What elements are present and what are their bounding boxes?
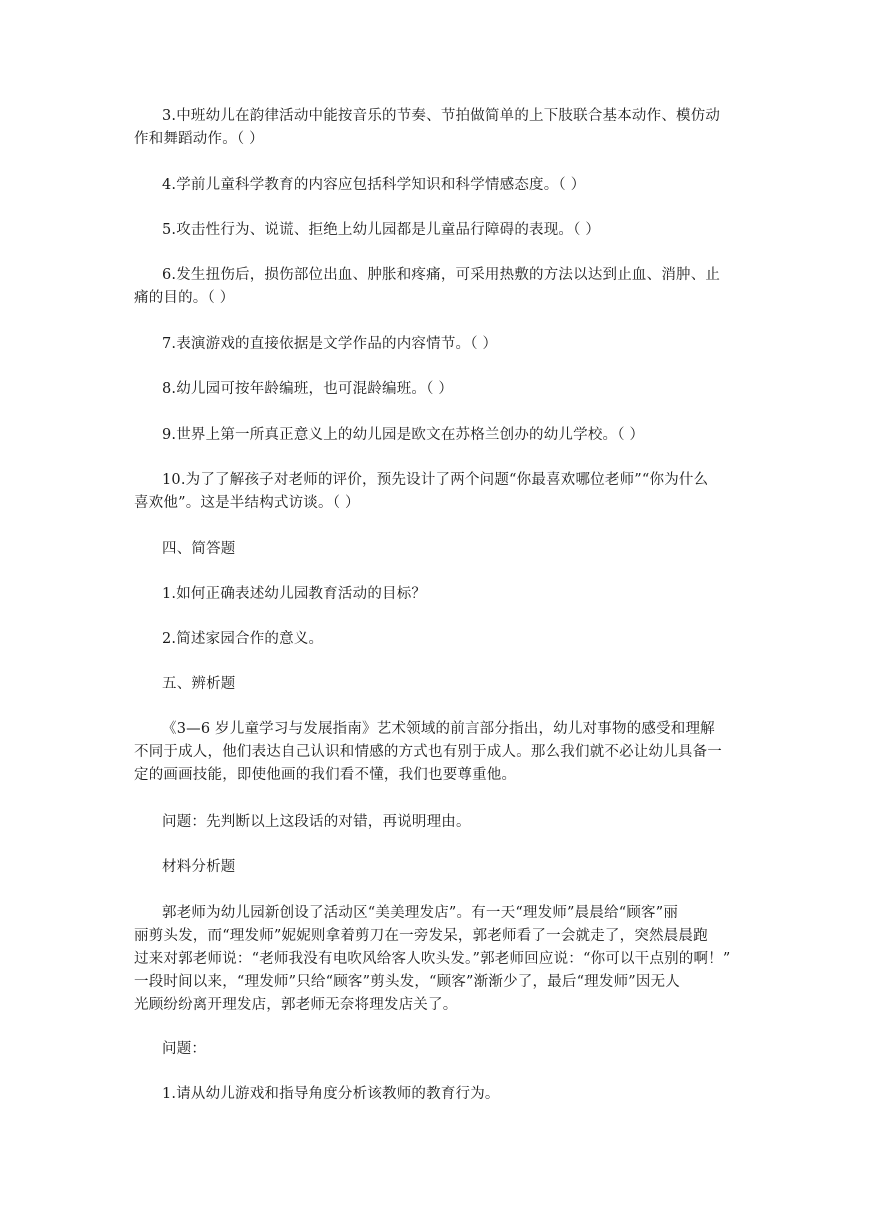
passage-line: 过来对郭老师说：“老师我没有电吹风给客人吹头发。”郭老师回应说：“你可以干点别的啊！”: [134, 951, 731, 967]
item-line: 3.中班幼儿在韵律活动中能按音乐的节奏、节拍做简单的上下肢联合基本动作、模仿动: [162, 108, 721, 124]
passage-line: 丽剪头发，而“理发师”妮妮则拿着剪刀在一旁发呆，郭老师看了一会就走了，突然晨晨跑: [134, 928, 708, 944]
item-line: 痛的目的。（ ）: [134, 290, 235, 306]
judgment-item-8: [134, 378, 740, 401]
judgment-item-4: [134, 174, 740, 197]
item-line: 作和舞蹈动作。（ ）: [134, 131, 264, 147]
material-question-1: 1.请从幼儿游戏和指导角度分析该教师的教育行为。: [162, 1086, 500, 1102]
item-line: 4.学前儿童科学教育的内容应包括科学知识和科学情感态度。（ ）: [162, 177, 586, 193]
item-line: 5.攻击性行为、说谎、拒绝上幼儿园都是儿童品行障碍的表现。（ ）: [162, 222, 601, 238]
section-heading-material-analysis: 材料分析题: [162, 859, 236, 875]
judgment-item-6: [134, 264, 740, 310]
passage-line: 定的画画技能，即使他画的我们看不懂，我们也要尊重他。: [134, 767, 517, 783]
passage-line: 一段时间以来，“理发师”只给“顾客”剪头发，“顾客”渐渐少了，最后“理发师”因无人: [134, 974, 680, 990]
passage-line: 郭老师为幼儿园新创设了活动区“美美理发店”。有一天“理发师”晨晨给“顾客”丽: [162, 905, 679, 921]
passage-line: 光顾纷纷离开理发店，郭老师无奈将理发店关了。: [134, 997, 458, 1013]
item-line: 8.幼儿园可按年龄编班，也可混龄编班。（ ）: [162, 381, 454, 397]
analysis-question: 问题：先判断以上这段话的对错，再说明理由。: [162, 814, 471, 830]
item-line: 9.世界上第一所真正意义上的幼儿园是欧文在苏格兰创办的幼儿学校。（ ）: [162, 427, 645, 443]
judgment-item-10: [134, 469, 740, 515]
analysis-passage: [134, 718, 740, 787]
material-passage: [134, 902, 740, 1017]
judgment-item-7: [134, 333, 740, 356]
item-line: 10.为了了解孩子对老师的评价，预先设计了两个问题“你最喜欢哪位老师”“你为什么: [162, 472, 709, 488]
item-line: 7.表演游戏的直接依据是文学作品的内容情节。（ ）: [162, 336, 498, 352]
item-line: 喜欢他”。这是半结构式访谈。（ ）: [134, 495, 360, 511]
passage-line: 《3—6 岁儿童学习与发展指南》艺术领域的前言部分指出，幼儿对事物的感受和理解: [162, 721, 715, 737]
section-heading-analysis: 五、辨析题: [162, 676, 236, 692]
material-question-label: 问题：: [162, 1041, 207, 1057]
judgment-item-9: [134, 424, 740, 447]
item-line: 6.发生扭伤后，损伤部位出血、肿胀和疼痛，可采用热敷的方法以达到止血、消肿、止: [162, 267, 721, 283]
short-answer-question-1: 1.如何正确表述幼儿园教育活动的目标？: [162, 586, 427, 602]
section-heading-short-answer: 四、简答题: [162, 541, 236, 557]
passage-line: 不同于成人，他们表达自己认识和情感的方式也有别于成人。那么我们就不必让幼儿具备一: [134, 744, 722, 760]
short-answer-question-2: 2.简述家园合作的意义。: [162, 631, 324, 647]
judgment-item-5: [134, 219, 740, 242]
judgment-item-3: [134, 105, 740, 151]
